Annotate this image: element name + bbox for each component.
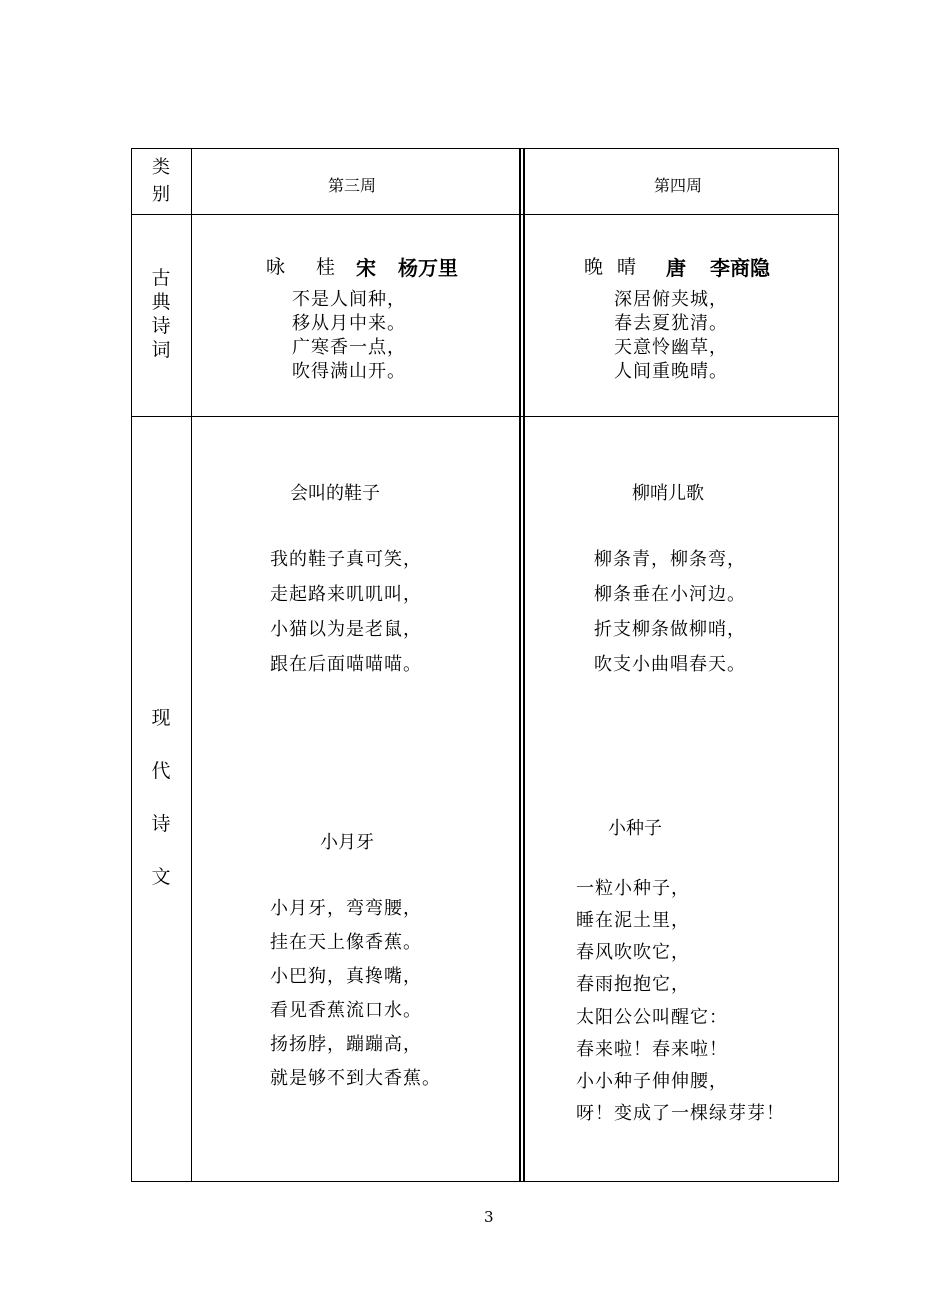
poem-line: 天意怜幽草， [614, 337, 728, 358]
header-week3: 第三周 [328, 176, 377, 195]
category-char: 词 [151, 339, 171, 361]
poem-title: 柳哨儿歌 [632, 483, 704, 504]
header-category [131, 154, 191, 208]
poem-line: 小小种子伸伸腰， [576, 1071, 728, 1092]
poem-line: 睡在泥土里， [576, 910, 690, 931]
poem-line: 看见香蕉流口水。 [270, 1000, 422, 1021]
poem-line: 深居俯夹城， [614, 289, 728, 310]
category-char: 古 [151, 267, 171, 289]
poem-line: 折支柳条做柳哨， [594, 619, 746, 640]
poem-line: 就是够不到大香蕉。 [270, 1068, 441, 1089]
poem-line: 柳条青，柳条弯， [594, 549, 746, 570]
poem-line: 春来啦！春来啦！ [576, 1039, 728, 1060]
poem-author: 杨万里 [398, 256, 458, 280]
poem-line: 人间重晚晴。 [614, 361, 728, 382]
poem-line: 柳条垂在小河边。 [594, 584, 746, 605]
poem-line: 春去夏犹清。 [614, 313, 728, 334]
category-char: 文 [151, 866, 171, 888]
poem-title: 会叫的鞋子 [290, 483, 380, 504]
table-row-divider [131, 214, 839, 215]
header-category-char-1: 类 [152, 157, 170, 178]
poem-dynasty: 唐 [666, 256, 686, 280]
table-double-divider [523, 148, 525, 1182]
category-modern-poetry [131, 706, 191, 918]
table-border-bottom [131, 1181, 839, 1182]
header-week4: 第四周 [654, 176, 703, 195]
category-char: 诗 [151, 813, 171, 835]
poem-line: 小巴狗，真搀嘴， [270, 966, 422, 987]
category-classical-poetry [131, 266, 191, 362]
table-row-divider [131, 416, 839, 417]
poem-line: 太阳公公叫醒它： [576, 1007, 728, 1028]
poem-line: 跟在后面喵喵喵。 [270, 654, 422, 675]
poem-line: 广寒香一点， [292, 337, 406, 358]
poem-line: 小月牙，弯弯腰， [270, 898, 422, 919]
table-column-divider [191, 148, 192, 1182]
poem-title: 小月牙 [320, 832, 374, 853]
poem-title: 小种子 [608, 818, 662, 839]
poem-line: 走起路来叽叽叫， [270, 584, 422, 605]
poem-author: 李商隐 [710, 256, 770, 280]
poem-line: 挂在天上像香蕉。 [270, 932, 422, 953]
poem-line: 吹支小曲唱春天。 [594, 654, 746, 675]
category-char: 典 [151, 291, 171, 313]
category-char: 现 [151, 707, 171, 729]
header-category-char-2: 别 [152, 184, 170, 205]
poem-line: 移从月中来。 [292, 313, 406, 334]
poem-title: 咏 桂 [266, 256, 342, 278]
table-border-right [838, 148, 839, 1182]
poem-line: 小猫以为是老鼠， [270, 619, 422, 640]
poem-title: 晚 晴 [584, 256, 641, 278]
table-double-divider [519, 148, 521, 1182]
poem-line: 呀！变成了一棵绿芽芽！ [576, 1103, 785, 1124]
table-border-top [131, 148, 839, 149]
poem-line: 一粒小种子， [576, 878, 690, 899]
page-number: 3 [484, 1208, 494, 1226]
poem-line: 扬扬脖，蹦蹦高， [270, 1034, 422, 1055]
poem-line: 我的鞋子真可笑， [270, 549, 422, 570]
poem-line: 春风吹吹它， [576, 942, 690, 963]
poem-line: 吹得满山开。 [292, 361, 406, 382]
category-char: 诗 [151, 315, 171, 337]
poem-line: 春雨抱抱它， [576, 974, 690, 995]
category-char: 代 [151, 760, 171, 782]
poem-dynasty: 宋 [356, 256, 376, 280]
poem-line: 不是人间种， [292, 289, 406, 310]
